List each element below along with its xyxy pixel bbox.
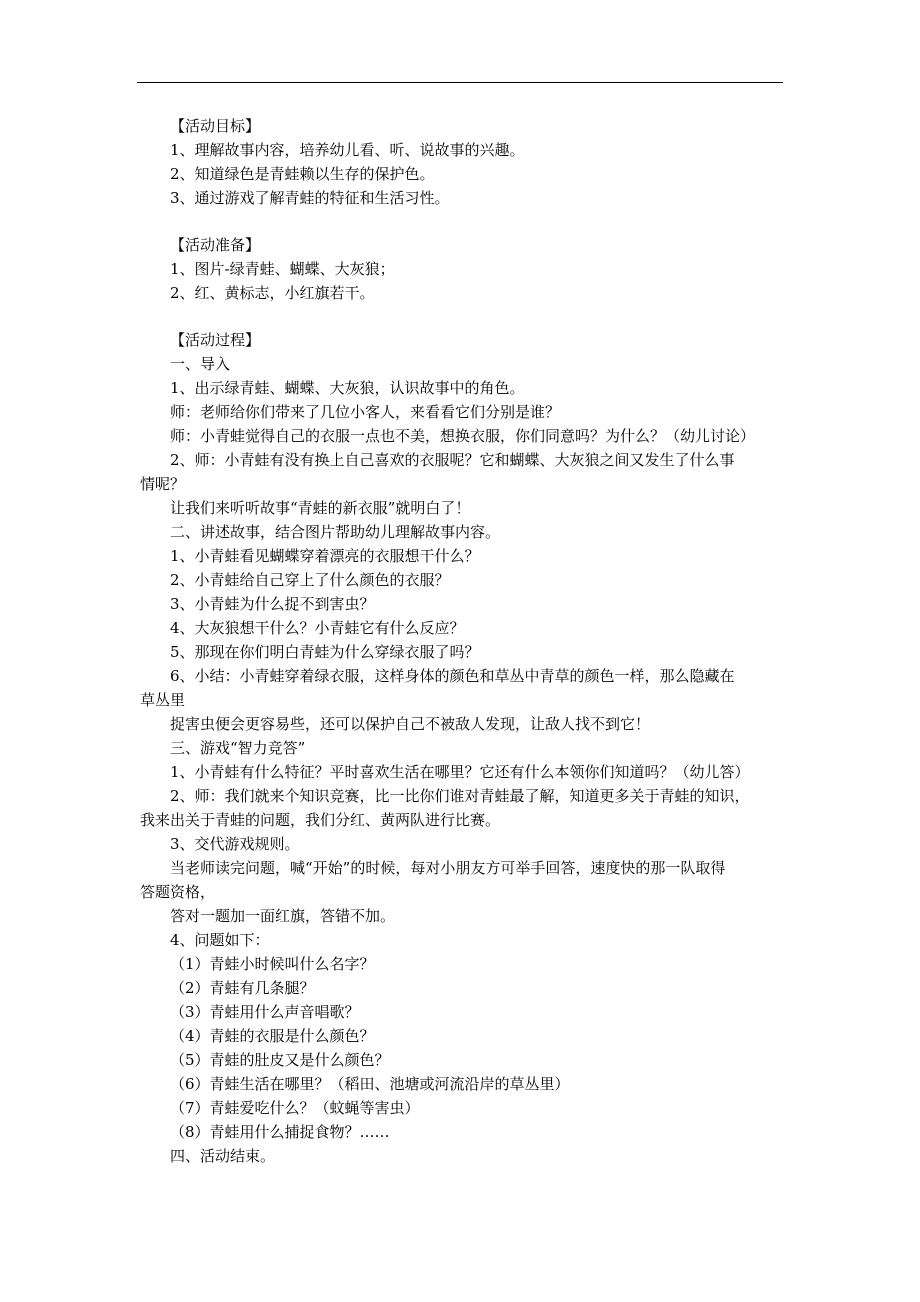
process-line: 让我们来听听故事“青蛙的新衣服”就明白了！ <box>170 499 471 517</box>
question-item: （3）青蛙用什么声音唱歌？ <box>170 1003 360 1021</box>
process-heading: 三、游戏“智力竞答” <box>170 739 306 757</box>
goal-item: 2、知道绿色是青蛙赖以生存的保护色。 <box>170 165 435 183</box>
process-line: 捉害虫便会更容易些，还可以保护自己不被敌人发现，让敌人找不到它！ <box>170 715 651 733</box>
prep-item: 2、红、黄标志，小红旗若干。 <box>170 284 375 302</box>
process-line: 4、大灰狼想干什么？小青蛙它有什么反应？ <box>170 619 465 637</box>
process-line: 答对一题加一面红旗，答错不加。 <box>170 907 396 925</box>
process-line: 师：小青蛙觉得自己的衣服一点也不美，想换衣服，你们同意吗？为什么？（幼儿讨论） <box>170 427 756 445</box>
process-line: 1、小青蛙有什么特征？平时喜欢生活在哪里？它还有什么本领你们知道吗？（幼儿答） <box>170 763 750 781</box>
process-line: 5、那现在你们明白青蛙为什么穿绿衣服了吗？ <box>170 643 480 661</box>
goal-item: 1、理解故事内容，培养幼儿看、听、说故事的兴趣。 <box>170 141 525 159</box>
process-line: 当老师读完问题，喊“开始”的时候，每对小朋友方可举手回答，速度快的那一队取得 <box>170 859 726 877</box>
process-line: 1、小青蛙看见蝴蝶穿着漂亮的衣服想干什么？ <box>170 547 480 565</box>
question-item: （2）青蛙有几条腿？ <box>170 979 315 997</box>
process-line: 情呢？ <box>140 475 186 493</box>
prep-item: 1、图片-绿青蛙、蝴蝶、大灰狼； <box>170 260 395 278</box>
process-line: 师：老师给你们带来了几位小客人，来看看它们分别是谁？ <box>170 403 561 421</box>
process-line: 2、师：我们就来个知识竞赛，比一比你们谁对青蛙最了解，知道更多关于青蛙的知识， <box>170 787 750 805</box>
prep-title: 【活动准备】 <box>170 236 261 254</box>
question-item: （7）青蛙爱吃什么？（蚊蝇等害虫） <box>170 1099 420 1117</box>
process-line: 1、出示绿青蛙、蝴蝶、大灰狼，认识故事中的角色。 <box>170 379 525 397</box>
goals-title: 【活动目标】 <box>170 117 261 135</box>
process-line: 草丛里 <box>140 691 186 709</box>
process-heading: 一、导入 <box>170 355 231 373</box>
document-body <box>140 114 782 1168</box>
header-rule <box>137 82 783 83</box>
question-item: （5）青蛙的肚皮又是什么颜色？ <box>170 1051 390 1069</box>
question-item: （4）青蛙的衣服是什么颜色？ <box>170 1027 375 1045</box>
process-line: 2、小青蛙给自己穿上了什么颜色的衣服？ <box>170 571 450 589</box>
process-line: 3、交代游戏规则。 <box>170 835 300 853</box>
process-line: 2、师：小青蛙有没有换上自己喜欢的衣服呢？它和蝴蝶、大灰狼之间又发生了什么事 <box>170 451 735 469</box>
process-heading: 二、讲述故事，结合图片帮助幼儿理解故事内容。 <box>170 523 501 541</box>
process-line: 3、小青蛙为什么捉不到害虫？ <box>170 595 375 613</box>
question-item: （6）青蛙生活在哪里？（稻田、池塘或河流沿岸的草丛里） <box>170 1075 570 1093</box>
process-heading: 四、活动结束。 <box>170 1147 276 1165</box>
process-line: 4、问题如下： <box>170 931 270 949</box>
process-title: 【活动过程】 <box>170 331 261 349</box>
process-line: 我来出关于青蛙的问题，我们分红、黄两队进行比赛。 <box>140 811 501 829</box>
question-item: （1）青蛙小时候叫什么名字？ <box>170 955 375 973</box>
question-item: （8）青蛙用什么捕捉食物？…… <box>170 1123 390 1141</box>
process-line: 6、小结：小青蛙穿着绿衣服，这样身体的颜色和草丛中青草的颜色一样，那么隐藏在 <box>170 667 735 685</box>
process-line: 答题资格， <box>140 883 216 901</box>
goal-item: 3、通过游戏了解青蛙的特征和生活习性。 <box>170 189 450 207</box>
